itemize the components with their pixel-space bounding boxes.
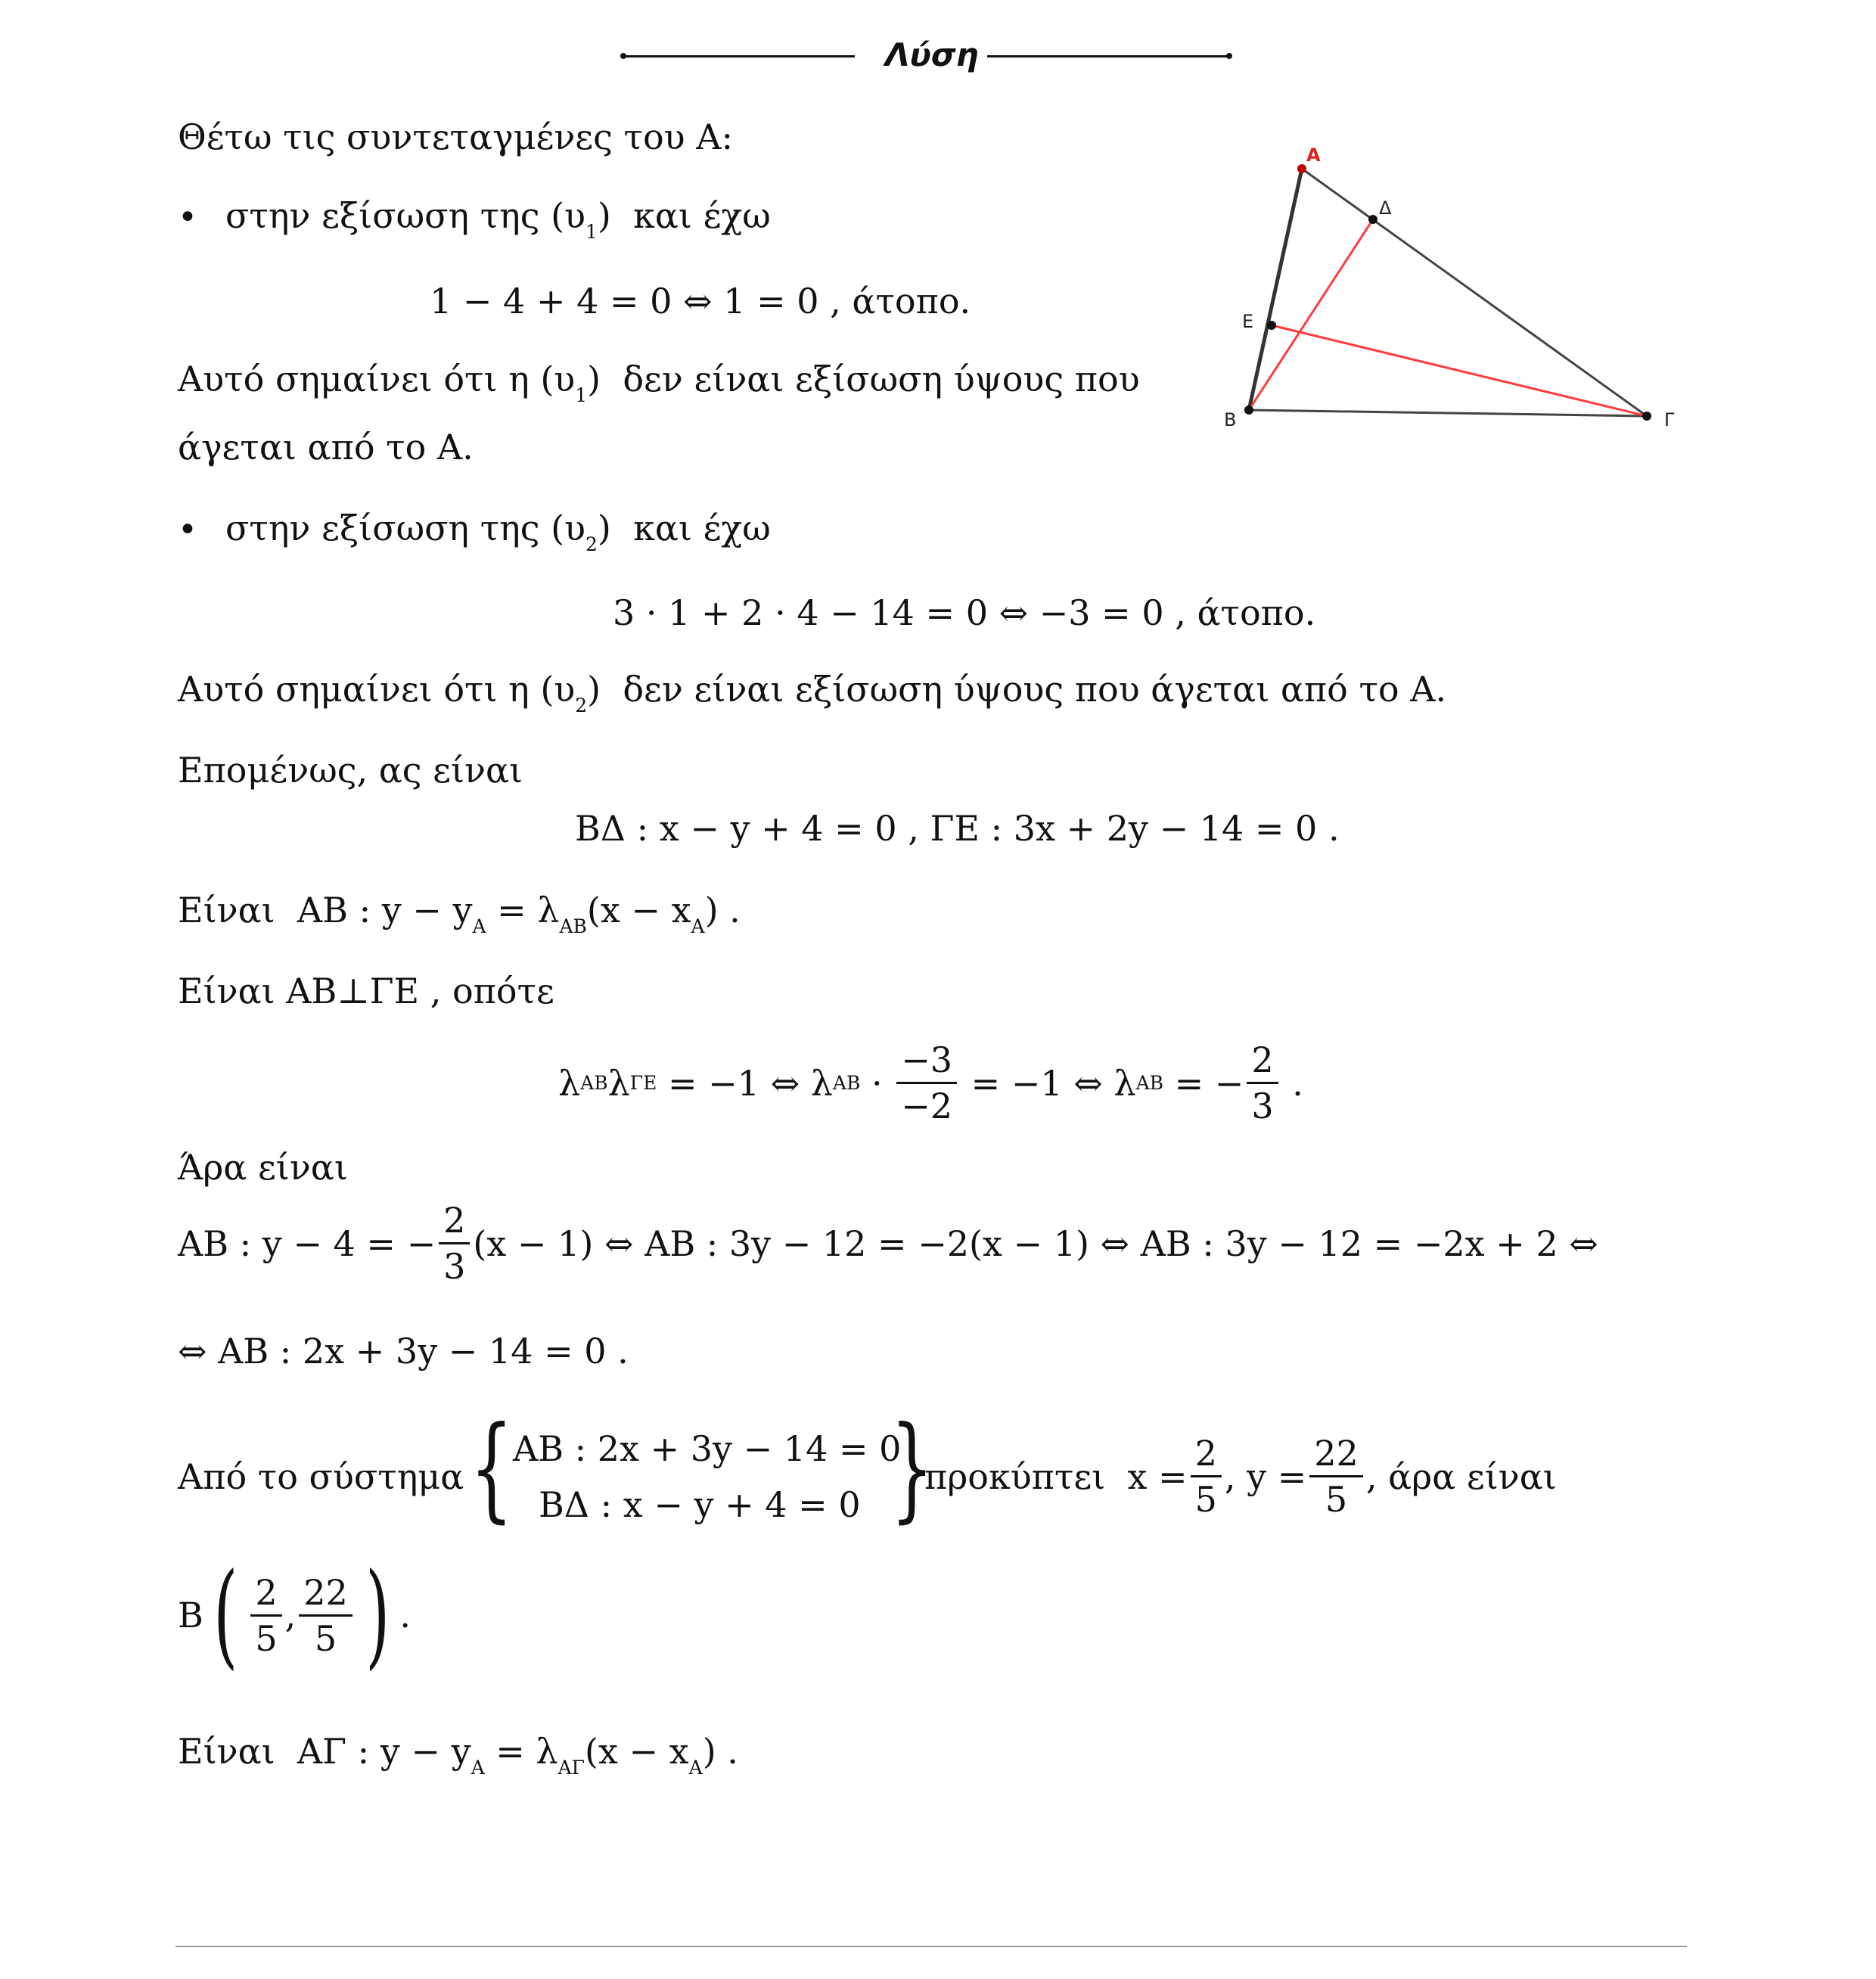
- point-b-y: $\frac{22}{5}$: [299, 1575, 353, 1656]
- label-b: Β: [1224, 409, 1237, 430]
- side-bg: [1249, 410, 1647, 416]
- system-row-1: ΑΒ : 2x + 3y − 14 = 0: [513, 1428, 902, 1469]
- bullet-2-text: στην εξίσωση της $(\upsilon_2)$ και έχω: [225, 508, 771, 555]
- bullet-1: •: [178, 198, 197, 237]
- label-e: Ε: [1242, 311, 1254, 332]
- altitude-bd: [1249, 219, 1373, 410]
- point-a: [1297, 164, 1306, 173]
- therefore-text: Επομένως, ας είναι: [178, 750, 523, 791]
- system-right-brace: }: [890, 1403, 934, 1534]
- conclusion-1a: Αυτό σημαίνει ότι η $(\upsilon_1)$ δεν είναι εξίσωση ύψους που: [178, 359, 1140, 406]
- so-text: Άρα είναι: [178, 1147, 348, 1188]
- altitude-ge: [1272, 325, 1647, 416]
- point-b-x: $\frac{2}{5}$: [250, 1575, 281, 1656]
- bullet-2: •: [178, 511, 197, 549]
- system-left-brace: {: [470, 1403, 514, 1534]
- point-b-right-paren: ): [365, 1549, 390, 1681]
- title-line-right: [987, 55, 1229, 57]
- ab-line-1: ΑΒ : y − 4 = − $\frac{2}{3}$ (x − 1) ⇔ ΑΒ : 3y − 12 = −2(x − 1) ⇔ ΑΒ : 3y − 12 = −2x + 2 ⇔: [178, 1200, 1598, 1287]
- system-result: προκύπτει x = $\frac{2}{5}$ , y = $\frac{22}{5}$ , άρα είναι: [924, 1433, 1557, 1520]
- perpendicular-text: Είναι ΑΒ⊥ΓΕ , οπότε: [178, 971, 554, 1011]
- label-d: Δ: [1379, 197, 1392, 219]
- ab-fraction: $\frac{2}{3}$: [439, 1203, 470, 1284]
- footer-rule: [175, 1946, 1687, 1947]
- point-e: [1267, 321, 1276, 330]
- point-b-left-paren: (: [213, 1549, 238, 1681]
- equation-3: ΒΔ : x − y + 4 = 0 , ΓΕ : 3x + 2y − 14 = 0 .: [575, 808, 1340, 849]
- section-title: Λύση: [885, 36, 979, 73]
- system-row-2: ΒΔ : x − y + 4 = 0: [539, 1484, 861, 1525]
- bullet-1-text: στην εξίσωση της $(\upsilon_1)$ και έχω: [225, 195, 771, 243]
- slope-fraction-ab: $\frac{2}{3}$: [1247, 1042, 1278, 1123]
- point-g: [1642, 412, 1651, 421]
- side-ab-thick: [1249, 169, 1302, 410]
- x-fraction: $\frac{2}{5}$: [1191, 1436, 1222, 1517]
- triangle-figure: [1195, 136, 1694, 454]
- ag-equation: Είναι ΑΓ : $y - y_A = \lambda_{A\Gamma}(x - x_A)$ .: [178, 1731, 738, 1779]
- equation-2: 3 · 1 + 2 · 4 − 14 = 0 ⇔ −3 = 0 , άτοπο.: [613, 592, 1316, 633]
- point-b-coordinates: Β ( $\frac{2}{5}$ , $\frac{22}{5}$ ) .: [178, 1549, 411, 1681]
- triangle-sides: [1249, 169, 1647, 416]
- label-a: A: [1306, 144, 1321, 166]
- conclusion-1b: άγεται από το Α.: [178, 427, 474, 468]
- ab-equation: Είναι ΑΒ : $y - y_A = \lambda_{AB}(x - x_A)$ .: [178, 890, 741, 937]
- equation-1: 1 − 4 + 4 = 0 ⇔ 1 = 0 , άτοπο.: [430, 281, 971, 322]
- slope-equation: λ ΑΒ λ ΓΕ = −1 ⇔ λ ΑΒ · $\frac{-3}{-2}$ = −1 ⇔ λ ΑΒ = − $\frac{2}{3}$ .: [558, 1039, 1303, 1126]
- title-dot-right: [1226, 53, 1232, 59]
- side-ag: [1302, 169, 1647, 416]
- system-intro: Από το σύστημα: [178, 1456, 464, 1497]
- slope-fraction-ge: $\frac{-3}{-2}$: [896, 1042, 957, 1123]
- altitudes: [1249, 219, 1647, 416]
- point-b: [1244, 405, 1253, 415]
- intro-text: Θέτω τις συντεταγμένες του Α:: [178, 117, 733, 157]
- label-g: Γ: [1664, 409, 1675, 430]
- ab-line-2: ⇔ ΑΒ : 2x + 3y − 14 = 0 .: [178, 1331, 629, 1372]
- y-fraction: $\frac{22}{5}$: [1309, 1436, 1363, 1517]
- point-d: [1368, 215, 1377, 224]
- title-line-left: [623, 55, 855, 57]
- conclusion-2: Αυτό σημαίνει ότι η $(\upsilon_2)$ δεν είναι εξίσωση ύψους που άγεται από το Α.: [178, 669, 1447, 716]
